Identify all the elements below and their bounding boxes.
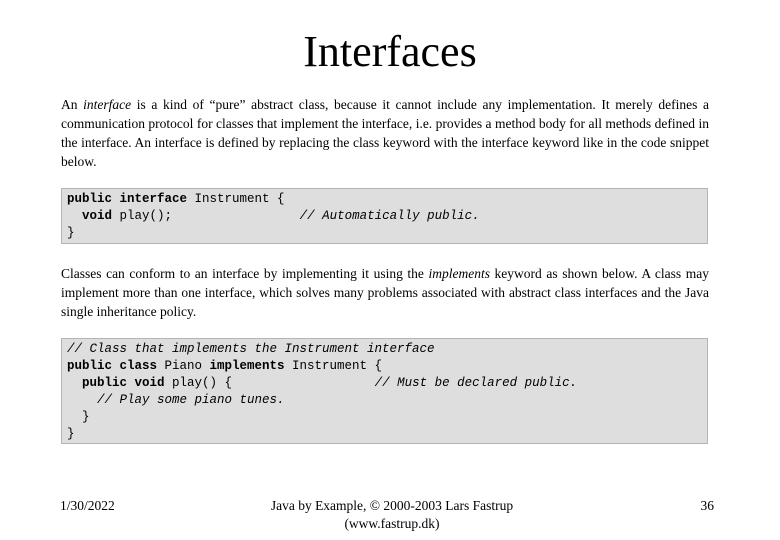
code-line: [67, 208, 702, 225]
code-line: [67, 358, 702, 375]
code-comment: // Automatically public.: [299, 209, 480, 223]
code-text: Instrument {: [187, 192, 285, 206]
code-keyword: implements: [209, 359, 285, 373]
intro-text-1: An: [61, 97, 84, 112]
code-text: Piano: [157, 359, 210, 373]
code-line: [67, 409, 702, 426]
code-comment: // Class that implements the Instrument interface: [67, 342, 435, 356]
footer-date: 1/30/2022: [60, 498, 115, 513]
footer-credit: [200, 497, 584, 533]
code-line: [67, 375, 702, 392]
code-text: play() {: [164, 376, 375, 390]
code-keyword: void: [82, 209, 113, 223]
code-snippet-interface: [61, 188, 708, 244]
implements-text-2: keyword as shown below. A class may implement more than one interface, which solves many problems associated with abstract class interfaces and the Java single inheritance policy.: [61, 266, 709, 319]
implements-paragraph: [61, 264, 709, 321]
code-text: Instrument {: [284, 359, 383, 373]
implements-emphasis: implements: [428, 266, 490, 281]
code-keyword: public void: [82, 376, 165, 390]
footer-page-number: 36: [700, 498, 714, 513]
footer-credit-line-1: Java by Example, © 2000-2003 Lars Fastrup: [270, 498, 514, 513]
code-line: [67, 426, 702, 443]
code-line: [67, 392, 702, 409]
intro-emphasis-interface: interface: [83, 97, 132, 112]
code-comment: // Play some piano tunes.: [97, 393, 285, 407]
footer-credit-line-2: (www.fastrup.dk): [344, 516, 440, 531]
code-line: [67, 341, 702, 358]
code-text: }: [67, 427, 75, 441]
code-keyword: public interface: [67, 192, 188, 206]
code-text: play();: [112, 209, 300, 223]
code-text: }: [67, 410, 90, 424]
code-indent: [67, 209, 82, 223]
code-text: }: [67, 226, 75, 240]
code-keyword: public class: [67, 359, 158, 373]
code-line: [67, 191, 702, 208]
code-indent: [67, 393, 97, 407]
code-line: [67, 225, 702, 242]
implements-text-1: Classes can conform to an interface by implementing it using the: [61, 266, 429, 281]
intro-text-2: is a kind of “pure” abstract class, because it cannot include any implementation. It merely defines a communication protocol for classes that implement the interface, i.e. provides a method body for all methods defined in the interface. An interface is defined by replacing the class keyword with the interface keyword like in the code snippet below.: [61, 97, 709, 169]
intro-paragraph: [61, 95, 709, 171]
slide-title: Interfaces: [303, 27, 477, 76]
code-snippet-class: [61, 338, 708, 444]
code-comment: // Must be declared public.: [374, 376, 578, 390]
code-indent: [67, 376, 82, 390]
